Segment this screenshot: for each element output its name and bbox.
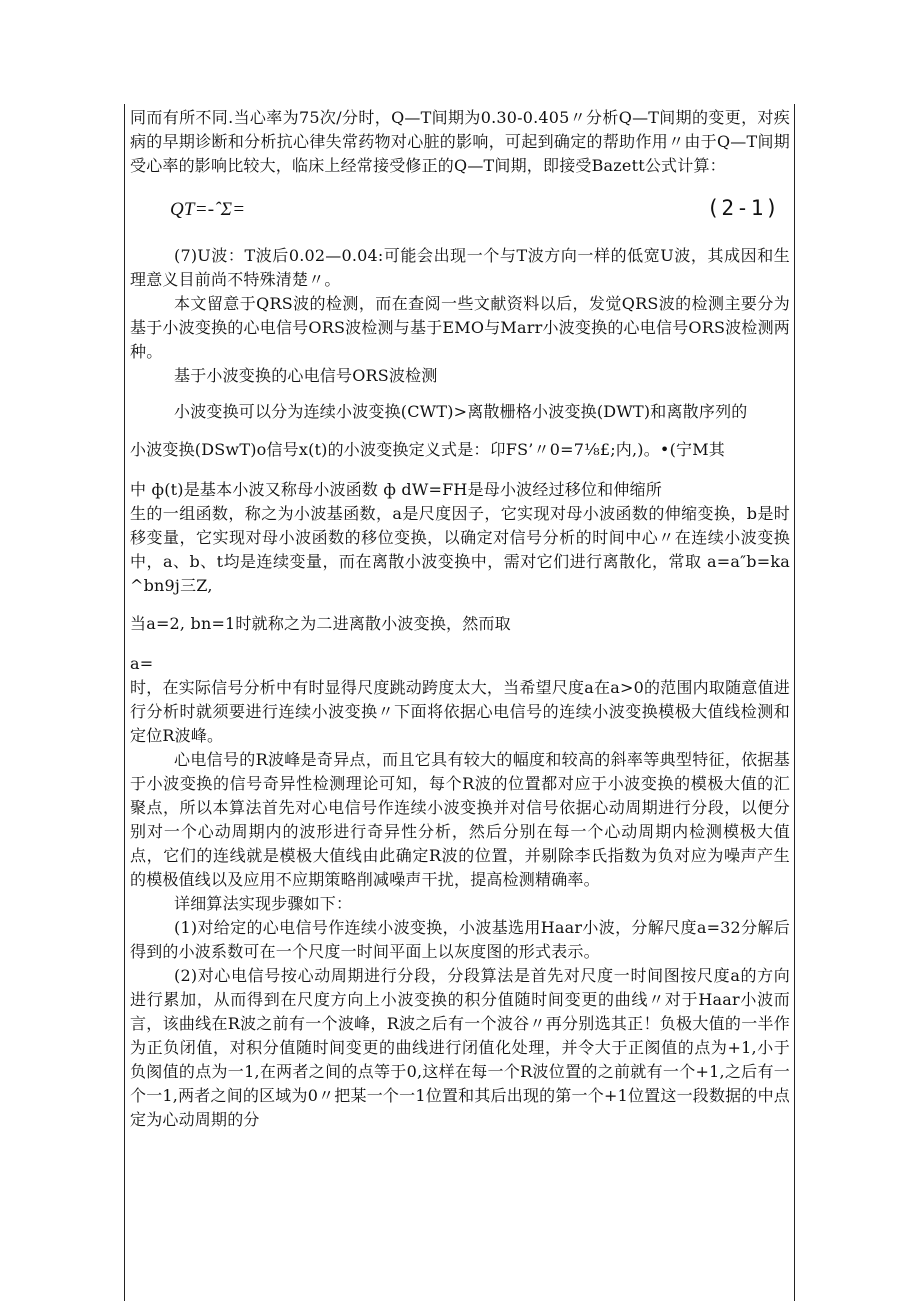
paragraph-wavelet-basis: 生的一组函数，称之为小波基函数，a是尺度因子，它实现对母小波函数的伸缩变换，b是时移变量，它实现对母小波函数的移位变换，以确定对信号分析的时间中心〃在连续小波变换中，a、b、t均是连续变量，而在离散小波变换中，需对它们进行离散化，常取 a=a″b=ka^bn9j三Z,: [130, 504, 790, 595]
paragraph-qt-interval: 同而有所不同.当心率为75次/分时，Q—T间期为0.30-0.405〃分析Q—T间期的变更，对疾病的早期诊断和分析抗心律失常药物对心脏的影响，可起到确定的帮助作用〃由于Q—T间期受心率的影响比较大，临床上经常接受修正的Q—T间期，即接受Bazett公式计算：: [130, 108, 790, 175]
paragraph-steps-title: 详细算法实现步骤如下：: [174, 894, 353, 913]
bazett-formula: [130, 198, 790, 222]
paragraph-continuous-transform: 时，在实际信号分析中有时显得尺度跳动跨度太大，当希望尺度a在a>0的范围内取随意值进行分析时就须要进行连续小波变换〃下面将依据心电信号的连续小波变换模极大值线检测和定位R波峰。: [130, 678, 790, 745]
formula-number: (2-1): [706, 196, 780, 220]
paragraph-dyadic: 当a=2, bn=1时就称之为二进离散小波变换，然而取: [130, 614, 511, 633]
document-body: [130, 106, 790, 1132]
paragraph-r-peak: 心电信号的R波峰是奇异点，而且它具有较大的幅度和较高的斜率等典型特征，依据基于小波变换的信号奇异性检测理论可知，每个R波的位置都对应于小波变换的模极大值的汇聚点，所以本算法首先对心电信号作连续小波变换并对信号依据心动周期进行分段，以便分别对一个心动周期内的波形进行奇异性分析，然后分别在每一个心动周期内检测模极大值点，它们的连线就是模极大值线由此确定R波的位置，并剔除李氏指数为负对应为噪声产生的模极值线以及应用不应期策略削减噪声干扰，提高检测精确率。: [130, 750, 790, 889]
paragraph-u-wave: (7)U波：T波后0.02—0.04:可能会出现一个与T波方向一样的低宽U波，其成因和生理意义目前尚不特殊清楚〃。: [130, 246, 790, 289]
paragraph-wavelet-definition: 小波变换(DSwT)o信号x(t)的小波变换定义式是：卬FS’〃0=7⅛£;内,)。•(宁M其: [130, 440, 725, 459]
paragraph-mother-wavelet: 中 ф(t)是基本小波又称母小波函数 ф dW=FH是母小波经过移位和伸缩所: [130, 480, 662, 499]
paragraph-qrs-intro: 本文留意于QRS波的检测，而在查阅一些文献资料以后，发觉QRS波的检测主要分为基于小波变换的心电信号ORS波检测与基于EMO与Marr小波变换的心电信号ORS波检测两种。: [130, 294, 790, 361]
paragraph-a-equals: a=: [130, 654, 154, 673]
formula-expression: QT=-ˆΣ=: [170, 199, 246, 220]
paragraph-wavelet-types: 小波变换可以分为连续小波变换(CWT)>离散栅格小波变换(DWT)和离散序列的: [174, 402, 748, 421]
paragraph-step-2: (2)对心电信号按心动周期进行分段，分段算法是首先对尺度一时间图按尺度a的方向进行累加，从而得到在尺度方向上小波变换的积分值随时间变更的曲线〃对于Haar小波而言，该曲线在R波之前有一个波峰，R波之后有一个波谷〃再分别选其正！负极大值的一半作为正负闭值，对积分值随时间变更的曲线进行闭值化处理，并令大于正阂值的点为+1,小于负阂值的点为一1,在两者之间的点等于0,这样在每一个R波位置的之前就有一个+1,之后有一个一1,两者之间的区域为0〃把某一个一1位置和其后出现的第一个+1位置这一段数据的中点定为心动周期的分: [130, 966, 790, 1129]
section-heading: 基于小波变换的心电信号ORS波检测: [174, 366, 438, 385]
paragraph-step-1: (1)对给定的心电信号作连续小波变换，小波基选用Haar小波，分解尺度a=32分解后得到的小波系数可在一个尺度一时间平面上以灰度图的形式表示。: [130, 918, 790, 961]
